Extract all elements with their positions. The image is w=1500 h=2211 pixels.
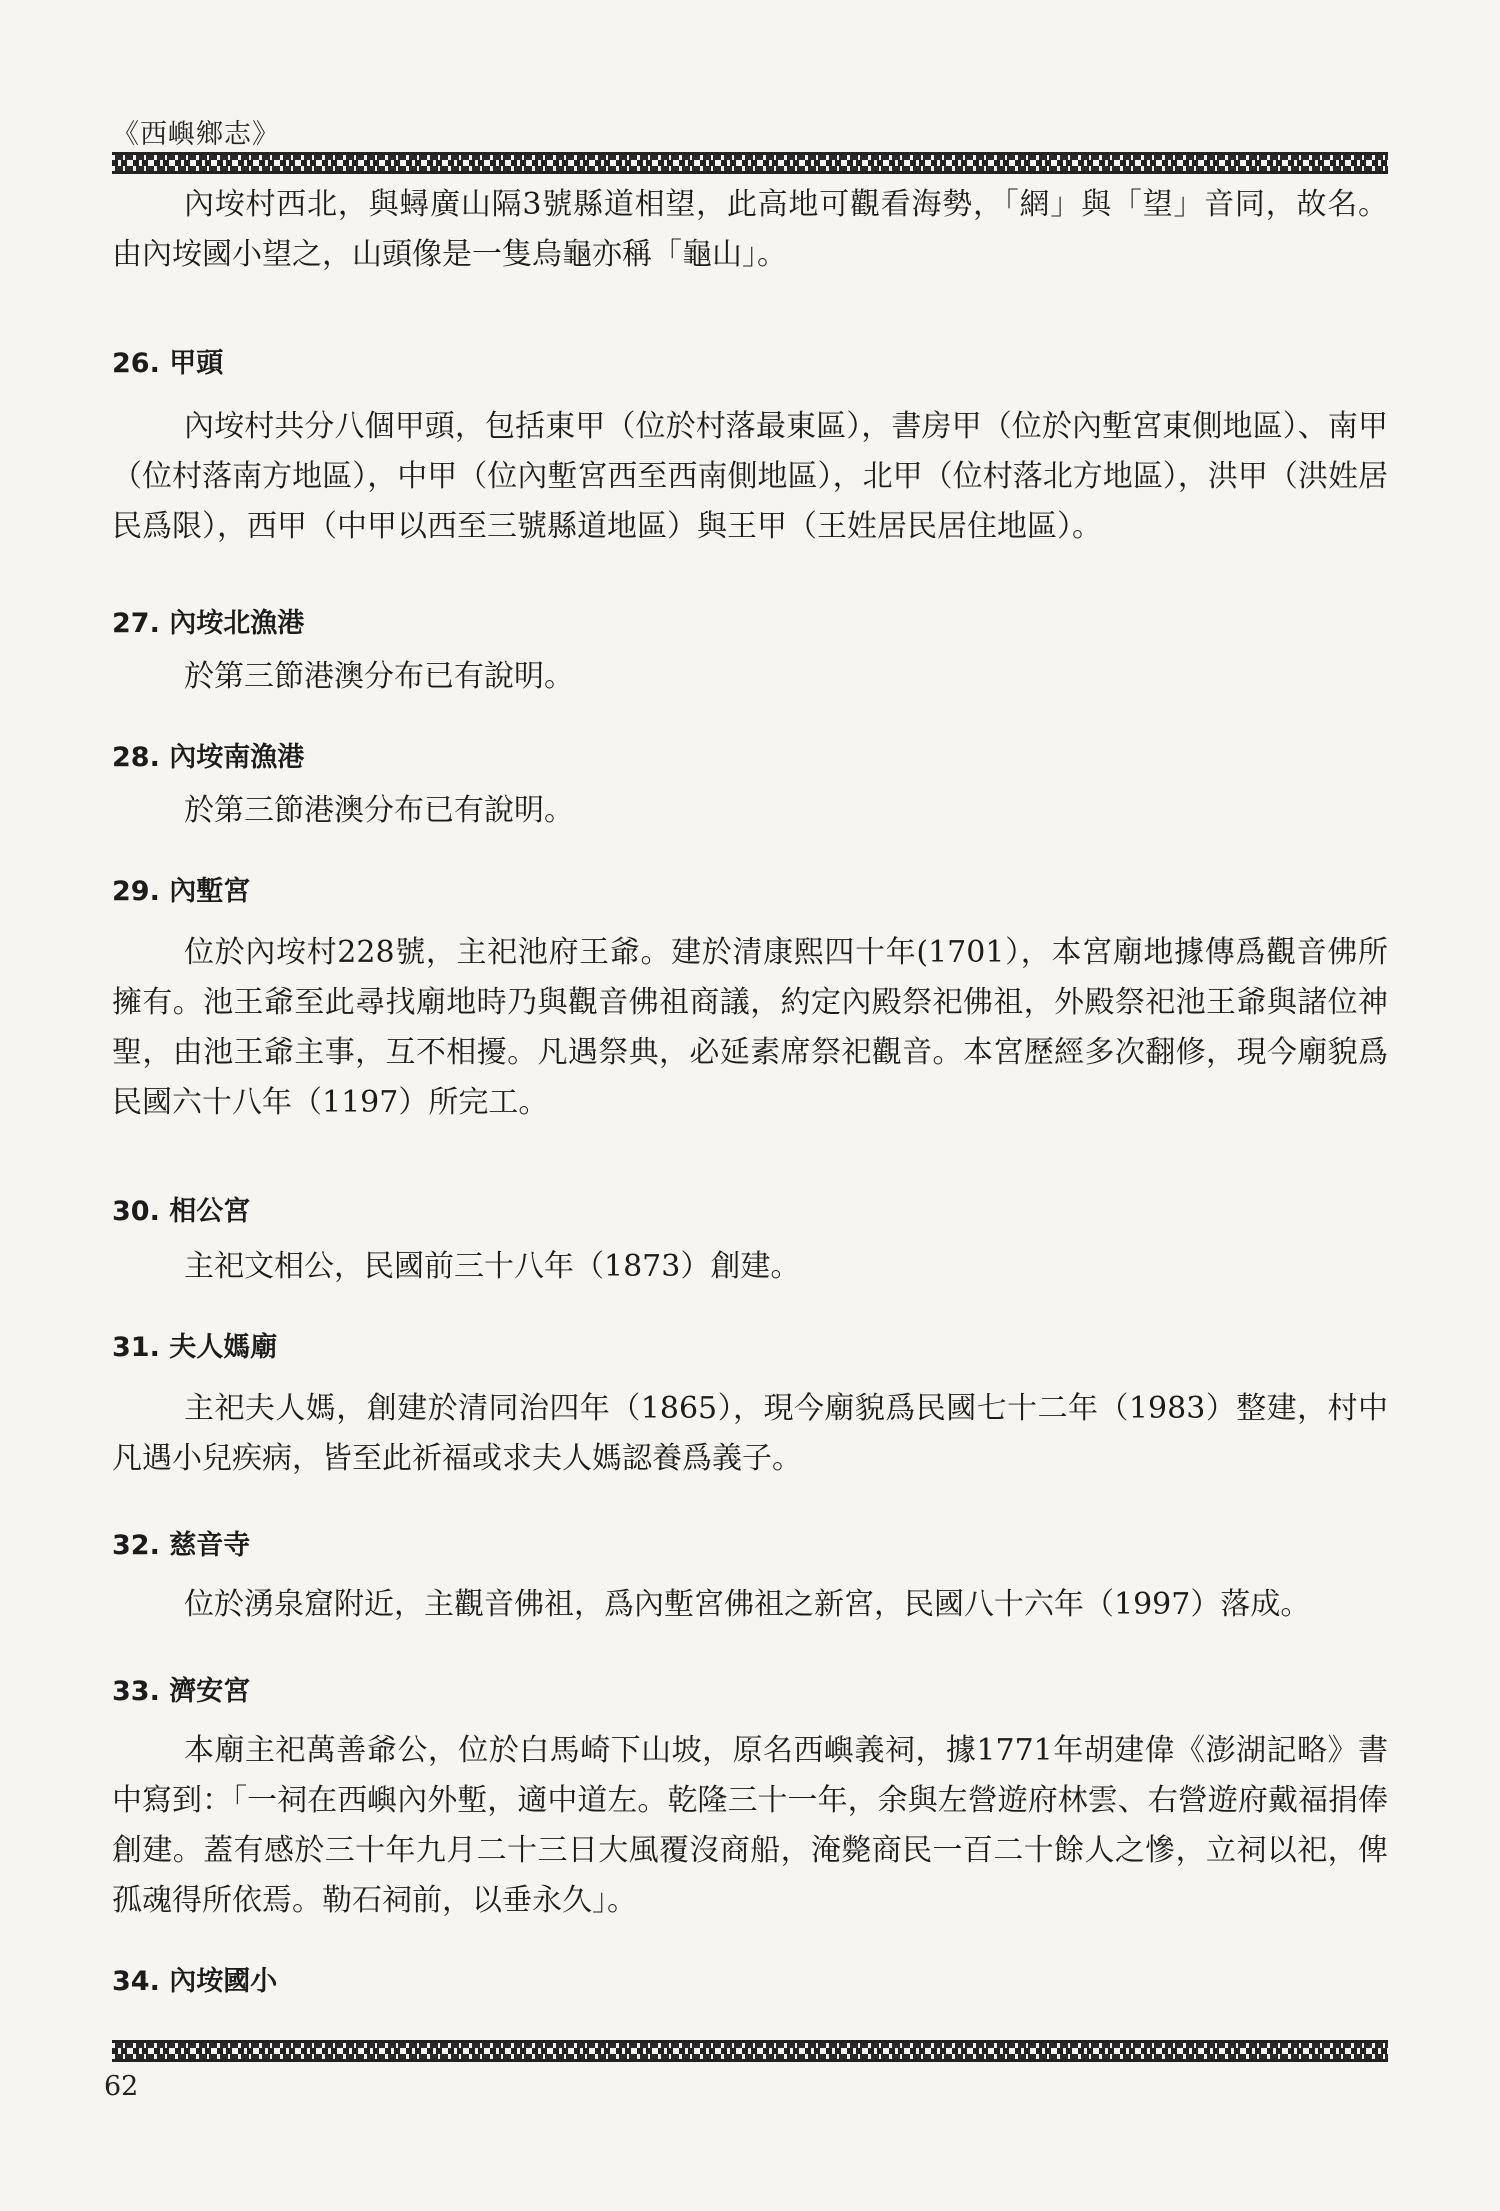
- section-heading: 29. 內塹宮: [112, 876, 251, 907]
- section-heading: 32. 慈音寺: [112, 1530, 251, 1561]
- page-number: 62: [104, 2071, 139, 2102]
- paragraph: 於第三節港澳分布已有說明。: [184, 659, 574, 694]
- paragraph: 內垵村共分八個甲頭，包括東甲（位於村落最東區），書房甲（位於內塹宮東側地區）、南甲（位村落南方地區），中甲（位內塹宮西至西南側地區），北甲（位村落北方地區），洪甲（洪姓居民爲限），西甲（中甲以西至三號縣道地區）與王甲（王姓居民居住地區）。: [112, 409, 1388, 544]
- top-ornamental-rule: [112, 152, 1388, 174]
- paragraph: 主祀文相公，民國前三十八年（1873）創建。: [184, 1249, 801, 1284]
- section-heading: 28. 內垵南漁港: [112, 742, 305, 773]
- section-heading: 27. 內垵北漁港: [112, 608, 305, 639]
- section-heading: 34. 內垵國小: [112, 1966, 278, 1997]
- section-heading: 26. 甲頭: [112, 348, 224, 379]
- paragraph: 位於內垵村228號，主祀池府王爺。建於清康熙四十年(1701），本宮廟地據傳爲觀音佛所擁有。池王爺至此尋找廟地時乃與觀音佛祖商議，約定內殿祭祀佛祖，外殿祭祀池王爺與諸位神聖，由池王爺主事，互不相擾。凡遇祭典，必延素席祭祀觀音。本宮歷經多次翻修，現今廟貌爲民國六十八年（1197）所完工。: [112, 935, 1388, 1120]
- paragraph: 主祀夫人媽，創建於清同治四年（1865），現今廟貌爲民國七十二年（1983）整建，村中凡遇小兒疾病，皆至此祈福或求夫人媽認養爲義子。: [112, 1391, 1388, 1476]
- paragraph: 本廟主祀萬善爺公，位於白馬崎下山坡，原名西嶼義祠，據1771年胡建偉《澎湖記略》書中寫到：「一祠在西嶼內外塹，適中道左。乾隆三十一年，余與左營遊府林雲、右營遊府戴福捐俸創建。蓋有感於三十年九月二十三日大風覆沒商船，淹斃商民一百二十餘人之慘，立祠以祀，俾孤魂得所依焉。勒石祠前，以垂永久」。: [112, 1733, 1388, 1918]
- section-heading: 31. 夫人媽廟: [112, 1332, 278, 1363]
- section-heading: 30. 相公宮: [112, 1196, 251, 1227]
- section-heading: 33. 濟安宮: [112, 1676, 251, 1707]
- running-title: 《西嶼鄉志》: [112, 119, 280, 150]
- paragraph: 於第三節港澳分布已有說明。: [184, 793, 574, 828]
- paragraph: 位於湧泉窟附近，主觀音佛祖，爲內塹宮佛祖之新宮，民國八十六年（1997）落成。: [184, 1587, 1311, 1622]
- page-content: [112, 180, 1388, 2004]
- paragraph: 內垵村西北，與蟳廣山隔3號縣道相望，此高地可觀看海勢，「網」與「望」音同，故名。由內垵國小望之，山頭像是一隻烏龜亦稱「龜山」。: [112, 187, 1388, 272]
- bottom-ornamental-rule: [112, 2040, 1388, 2062]
